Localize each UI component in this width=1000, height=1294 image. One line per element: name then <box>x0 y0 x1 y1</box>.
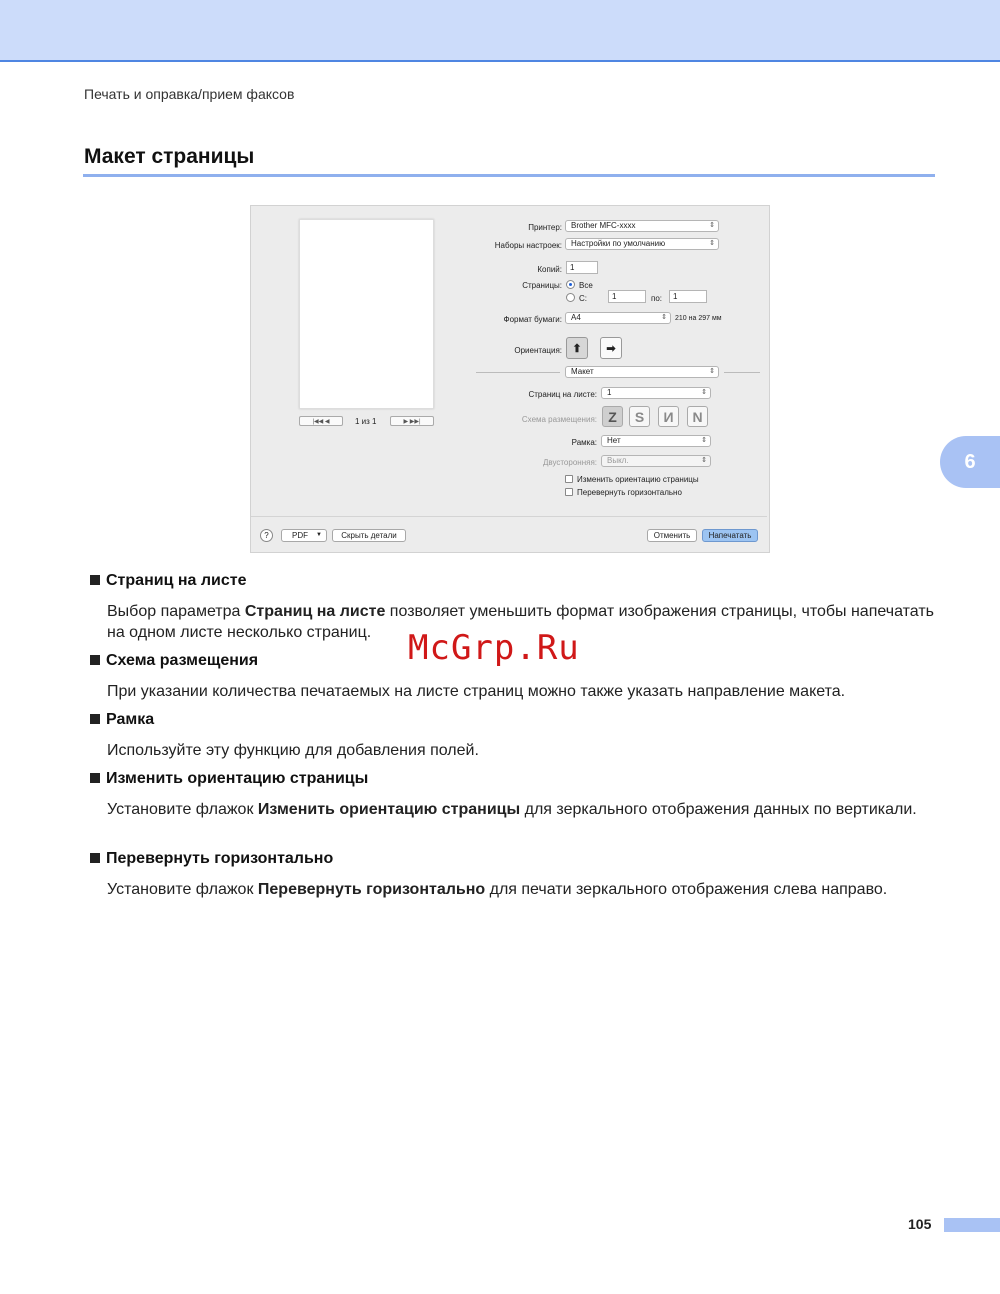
layout-z-icon[interactable]: Z <box>602 406 623 427</box>
heading-text: Перевернуть горизонтально <box>106 850 334 867</box>
heading-text: Страниц на листе <box>106 572 247 589</box>
pdf-label: PDF <box>292 531 308 540</box>
border-value: Нет <box>607 436 621 445</box>
printer-select[interactable] <box>565 220 719 232</box>
text-run: для зеркального отображения данных по вертикали. <box>520 801 917 818</box>
section-heading-flip-horizontal <box>90 850 333 868</box>
heading-text: Схема размещения <box>106 652 259 669</box>
section-divider-right <box>724 372 760 373</box>
updown-icon: ⇕ <box>701 457 707 464</box>
heading-text: Рамка <box>106 711 155 728</box>
pages-from-field[interactable]: 1 <box>608 290 646 303</box>
landscape-orientation-icon[interactable]: ➡ <box>600 337 622 359</box>
duplex-select[interactable] <box>601 455 711 467</box>
title-divider <box>83 174 935 177</box>
section-heading-border <box>90 711 154 729</box>
updown-icon: ⇕ <box>709 222 715 229</box>
page-preview <box>299 219 434 409</box>
text-run: Установите флажок <box>107 801 258 818</box>
dialog-footer-divider <box>251 516 767 517</box>
pages-per-sheet-value: 1 <box>607 388 612 397</box>
pages-all-label: Все <box>579 281 593 290</box>
updown-icon: ⇕ <box>661 314 667 321</box>
layout-reverse-n-icon[interactable]: И <box>658 406 679 427</box>
print-dialog <box>250 205 770 553</box>
presets-label: Наборы настроек: <box>494 241 562 250</box>
pages-range-radio[interactable] <box>566 293 575 302</box>
layout-direction-label: Схема размещения: <box>521 415 597 424</box>
print-button[interactable]: Напечатать <box>702 529 758 542</box>
orientation-label: Ориентация: <box>514 346 562 355</box>
bullet-square-icon <box>90 773 100 783</box>
reverse-orientation-checkbox[interactable] <box>565 475 573 483</box>
text-run: Выбор параметра <box>107 603 245 620</box>
pages-per-sheet-select[interactable] <box>601 387 711 399</box>
paper-size-value: A4 <box>571 313 581 322</box>
section-heading-layout-direction <box>90 652 258 670</box>
chapter-tab: 6 <box>940 436 1000 488</box>
paper-size-select[interactable] <box>565 312 671 324</box>
presets-value: Настройки по умолчанию <box>571 239 666 248</box>
bullet-square-icon <box>90 655 100 665</box>
chevron-down-icon: ▼ <box>316 532 322 538</box>
paper-dimensions: 210 на 297 мм <box>675 315 722 322</box>
updown-icon: ⇕ <box>709 368 715 375</box>
printer-label: Принтер: <box>528 223 562 232</box>
section-select[interactable] <box>565 366 719 378</box>
updown-icon: ⇕ <box>701 437 707 444</box>
paper-size-label: Формат бумаги: <box>503 315 562 324</box>
pages-from-label: С: <box>579 294 587 303</box>
updown-icon: ⇕ <box>709 240 715 247</box>
section-text-border <box>107 740 947 761</box>
updown-icon: ⇕ <box>701 389 707 396</box>
copies-label: Копий: <box>537 265 562 274</box>
text-run: При указании количества печатаемых на листе страниц можно также указать направление макета. <box>107 683 846 700</box>
text-run: позволяет уменьшить формат изображения страницы, чтобы напечатать на одном листе несколько страниц. <box>107 603 934 641</box>
printer-value: Brother MFC-xxxx <box>571 221 636 230</box>
pages-per-sheet-label: Страниц на листе: <box>528 390 597 399</box>
page-title: Макет страницы <box>84 145 255 168</box>
text-bold: Страниц на листе <box>244 603 386 620</box>
pages-to-field[interactable]: 1 <box>669 290 707 303</box>
text-bold: Перевернуть горизонтально <box>257 881 486 898</box>
pdf-menu-button[interactable] <box>281 529 327 542</box>
top-header-band <box>0 0 1000 62</box>
hide-details-button[interactable]: Скрыть детали <box>332 529 406 542</box>
copies-field[interactable]: 1 <box>566 261 598 274</box>
preview-forward-buttons[interactable]: ▶ ▶▶| <box>390 416 434 426</box>
border-label: Рамка: <box>571 438 597 447</box>
preview-page-counter: 1 из 1 <box>355 417 377 426</box>
layout-n-icon[interactable]: N <box>687 406 708 427</box>
heading-text: Изменить ориентацию страницы <box>106 770 369 787</box>
section-text-layout-direction <box>107 681 947 702</box>
section-heading-reverse-orientation <box>90 770 368 788</box>
portrait-orientation-icon[interactable]: ⬆ <box>566 337 588 359</box>
presets-select[interactable] <box>565 238 719 250</box>
cancel-button[interactable]: Отменить <box>647 529 697 542</box>
reverse-orientation-label: Изменить ориентацию страницы <box>577 475 699 484</box>
section-text-flip-horizontal <box>107 879 947 900</box>
bullet-square-icon <box>90 575 100 585</box>
watermark: McGrp.Ru <box>408 628 580 668</box>
bullet-square-icon <box>90 714 100 724</box>
section-heading-pages-per-sheet <box>90 572 246 590</box>
breadcrumb: Печать и оправка/прием факсов <box>84 86 295 102</box>
pages-label: Страницы: <box>522 281 562 290</box>
section-value: Макет <box>571 367 594 376</box>
text-run: Установите флажок <box>107 881 258 898</box>
help-button[interactable]: ? <box>260 529 273 542</box>
preview-back-buttons[interactable]: |◀◀ ◀ <box>299 416 343 426</box>
flip-horizontal-label: Перевернуть горизонтально <box>577 488 682 497</box>
text-run: Используйте эту функцию для добавления полей. <box>107 742 479 759</box>
pages-to-label: по: <box>651 294 663 303</box>
text-bold: Изменить ориентацию страницы <box>257 801 521 818</box>
border-select[interactable] <box>601 435 711 447</box>
section-divider-left <box>476 372 560 373</box>
section-text-reverse-orientation <box>107 799 947 820</box>
text-run: для печати зеркального отображения слева направо. <box>485 881 888 898</box>
pages-all-radio[interactable] <box>566 280 575 289</box>
bullet-square-icon <box>90 853 100 863</box>
duplex-value: Выкл. <box>607 456 629 465</box>
page-number-bar <box>944 1218 1000 1232</box>
duplex-label: Двусторонняя: <box>542 458 597 467</box>
layout-s-icon[interactable]: S <box>629 406 650 427</box>
flip-horizontal-checkbox[interactable] <box>565 488 573 496</box>
page-number: 105 <box>908 1216 932 1232</box>
